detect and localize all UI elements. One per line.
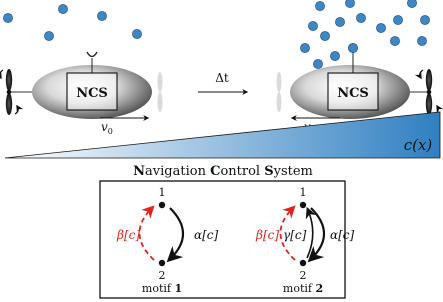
particle — [3, 13, 12, 22]
particle — [58, 4, 67, 13]
node-label-bottom: 2 — [299, 269, 307, 282]
motif-caption: motif 2 — [282, 282, 324, 295]
particle — [376, 23, 385, 32]
panel-title: Navigation Control System — [133, 164, 313, 179]
particle — [315, 1, 324, 10]
particle — [320, 31, 329, 40]
alpha-label: α[c] — [194, 228, 219, 242]
front-propeller-faded-icon — [277, 72, 282, 112]
particle — [97, 11, 106, 20]
beta-label: β[c] — [117, 228, 141, 242]
particle — [308, 21, 317, 30]
ncs-panel — [100, 164, 355, 298]
left-agent — [0, 52, 163, 136]
left-particle-cloud — [3, 4, 141, 40]
particle — [330, 51, 339, 60]
ncs-label: NCS — [337, 86, 369, 101]
node-label-bottom: 2 — [158, 269, 166, 282]
particle — [335, 17, 344, 26]
particle — [300, 43, 309, 52]
node-2 — [300, 260, 306, 266]
gradient-label: c(x) — [403, 136, 433, 154]
node-label-top: 1 — [158, 186, 166, 199]
particle — [390, 36, 399, 45]
particle — [393, 15, 402, 24]
particle — [313, 59, 322, 68]
particle — [132, 29, 141, 38]
gamma-label: γ[c] — [283, 228, 307, 242]
particle — [417, 36, 426, 45]
concentration-gradient — [5, 112, 440, 158]
gradient-wedge — [5, 112, 440, 158]
particle — [44, 31, 53, 40]
node-1 — [159, 202, 165, 208]
particle — [420, 15, 429, 24]
beta-label: β[c] — [256, 228, 280, 242]
node-1 — [300, 202, 306, 208]
velocity-label-left: $v_0$ — [101, 120, 113, 136]
node-label-top: 1 — [299, 186, 307, 199]
time-step-label: Δt — [215, 71, 229, 85]
motif-caption: motif 1 — [141, 282, 183, 295]
right-particle-cloud — [300, 0, 429, 69]
alpha-label: α[c] — [330, 228, 355, 242]
time-step — [198, 71, 247, 92]
front-propeller-faded-icon — [158, 72, 163, 112]
node-2 — [159, 260, 165, 266]
ncs-label: NCS — [76, 86, 108, 101]
particle — [345, 0, 354, 8]
particle — [407, 0, 416, 8]
particle — [356, 13, 365, 22]
